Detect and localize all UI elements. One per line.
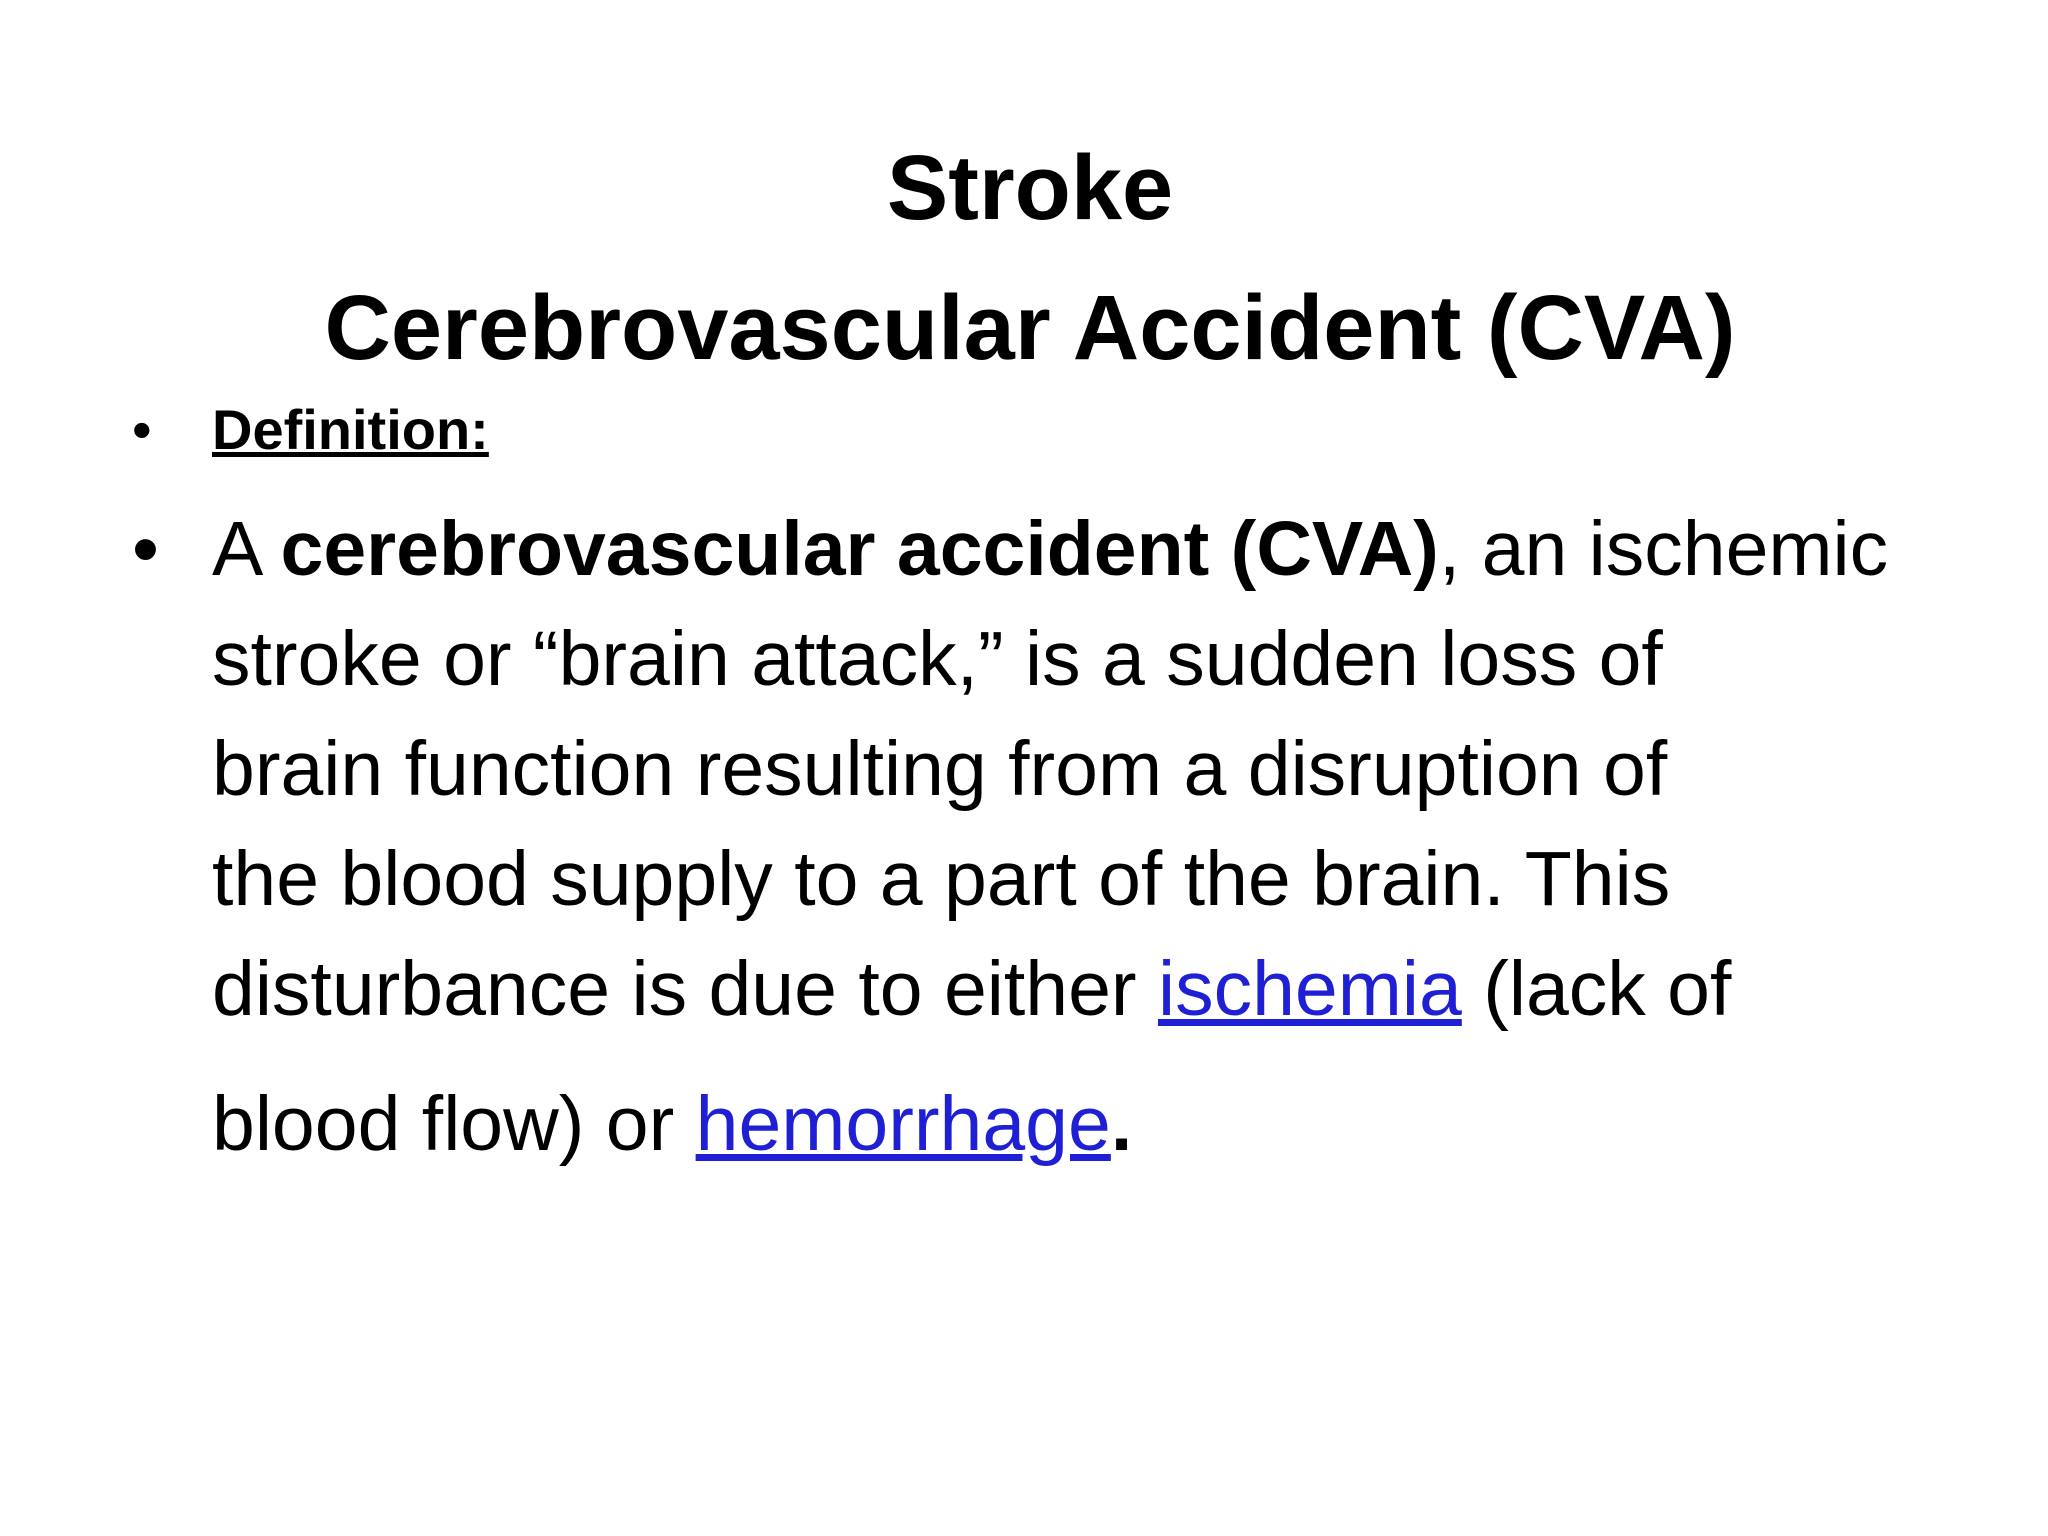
body-line-5-prefix: disturbance is due to either bbox=[212, 946, 1158, 1032]
body-line-6 bbox=[212, 1044, 1962, 1194]
body-line-5-suffix: (lack of bbox=[1461, 946, 1732, 1032]
ischemia-link[interactable]: ischemia bbox=[1157, 946, 1462, 1032]
bullet-list bbox=[132, 380, 1962, 1194]
definition-label: Definition: bbox=[212, 398, 489, 461]
slide-title bbox=[180, 118, 1880, 398]
body-line-1-prefix: A bbox=[212, 506, 281, 592]
body-line-5 bbox=[212, 934, 1962, 1044]
body-line-1-suffix: , an ischemic bbox=[1438, 506, 1889, 592]
body-line-1 bbox=[212, 494, 1962, 604]
definition-text bbox=[212, 494, 1962, 1194]
bullet-icon: • bbox=[132, 398, 152, 461]
title-line-stroke: Stroke bbox=[886, 137, 1174, 239]
body-line-2: stroke or “brain attack,” is a sudden loss of bbox=[212, 616, 1663, 702]
body-line-3: brain function resulting from a disruption of bbox=[212, 726, 1668, 812]
bullet-body bbox=[132, 494, 1962, 1194]
bullet-definition bbox=[132, 380, 1962, 480]
bold-term-cva: cerebrovascular accident (CVA) bbox=[280, 506, 1439, 592]
hemorrhage-link[interactable]: hemorrhage bbox=[695, 1081, 1111, 1167]
bullet-icon: • bbox=[132, 506, 159, 592]
body-line-6-period: . bbox=[1110, 1081, 1133, 1167]
body-line-6-prefix: blood flow) or bbox=[212, 1081, 696, 1167]
title-line-cva: Cerebrovascular Accident (CVA) bbox=[324, 277, 1736, 379]
body-line-4: the blood supply to a part of the brain. This bbox=[212, 836, 1671, 922]
